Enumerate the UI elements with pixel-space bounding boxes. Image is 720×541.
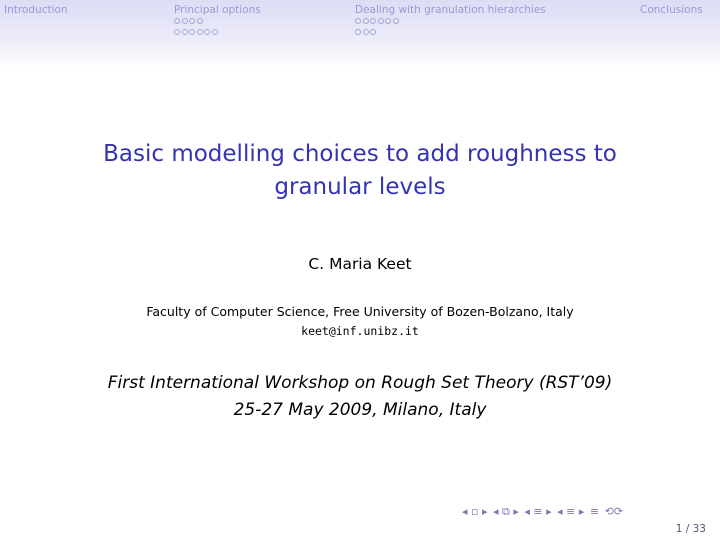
nav-section-introduction[interactable] bbox=[4, 4, 68, 16]
author-email: keet@inf.unibz.it bbox=[301, 324, 419, 338]
frame-dot[interactable] bbox=[212, 29, 218, 35]
frame-dot[interactable] bbox=[355, 29, 361, 35]
frame-dots-row bbox=[355, 29, 546, 38]
frame-dot[interactable] bbox=[189, 18, 195, 24]
first-frame-icon[interactable]: ◂ ▫ ▸ bbox=[462, 505, 488, 518]
frame-dot[interactable] bbox=[393, 18, 399, 24]
slide-title bbox=[60, 138, 660, 204]
nav-section-principal-options[interactable] bbox=[174, 4, 261, 38]
event-date-location: 25-27 May 2009, Milano, Italy bbox=[233, 400, 487, 420]
nav-section-label[interactable]: Introduction bbox=[4, 4, 68, 16]
beamer-navigation-symbols bbox=[462, 505, 625, 521]
frame-dots-row bbox=[355, 18, 546, 27]
frame-dot[interactable] bbox=[189, 29, 195, 35]
frame-dot[interactable] bbox=[174, 29, 180, 35]
frame-dot[interactable] bbox=[378, 18, 384, 24]
frame-dot[interactable] bbox=[370, 29, 376, 35]
nav-section-label[interactable]: Dealing with granulation hierarchies bbox=[355, 4, 546, 16]
slide-title-line-2: granular levels bbox=[274, 174, 446, 200]
author-name: C. Maria Keet bbox=[308, 255, 412, 273]
frame-dot[interactable] bbox=[182, 29, 188, 35]
frame-dot[interactable] bbox=[370, 18, 376, 24]
section-navigation-bar bbox=[0, 0, 720, 68]
nav-section-label[interactable]: Conclusions bbox=[640, 4, 703, 16]
frame-dot[interactable] bbox=[197, 29, 203, 35]
frame-dot[interactable] bbox=[355, 18, 361, 24]
search-icon[interactable]: ⟲⟳ bbox=[604, 505, 624, 518]
frame-dots-row bbox=[174, 18, 261, 27]
nav-section-granulation-hierarchies[interactable] bbox=[355, 4, 546, 38]
frame-dot[interactable] bbox=[363, 18, 369, 24]
frame-dot[interactable] bbox=[174, 18, 180, 24]
nav-section-conclusions[interactable] bbox=[640, 4, 703, 16]
frame-dot[interactable] bbox=[182, 18, 188, 24]
event-info bbox=[0, 370, 720, 424]
frame-dot[interactable] bbox=[363, 29, 369, 35]
frame-dot[interactable] bbox=[385, 18, 391, 24]
slide-title-line-1: Basic modelling choices to add roughness to bbox=[103, 141, 617, 167]
frame-dot[interactable] bbox=[204, 29, 210, 35]
nav-section-label[interactable]: Principal options bbox=[174, 4, 261, 16]
frame-dots-row bbox=[174, 29, 261, 38]
frame-dot[interactable] bbox=[197, 18, 203, 24]
section-prev-icon[interactable]: ◂ ≡ ▸ bbox=[524, 505, 552, 518]
frame-prev-icon[interactable]: ◂ ⧉ ▸ bbox=[493, 505, 519, 518]
subsection-prev-icon[interactable]: ◂ ≡ ▸ bbox=[557, 505, 585, 518]
author-institution: Faculty of Computer Science, Free University of Bozen-Bolzano, Italy bbox=[146, 304, 574, 319]
event-name: First International Workshop on Rough Set Theory (RST’09) bbox=[107, 373, 613, 393]
align-icon[interactable]: ≡ bbox=[589, 505, 600, 518]
page-number: 1 / 33 bbox=[675, 523, 706, 535]
